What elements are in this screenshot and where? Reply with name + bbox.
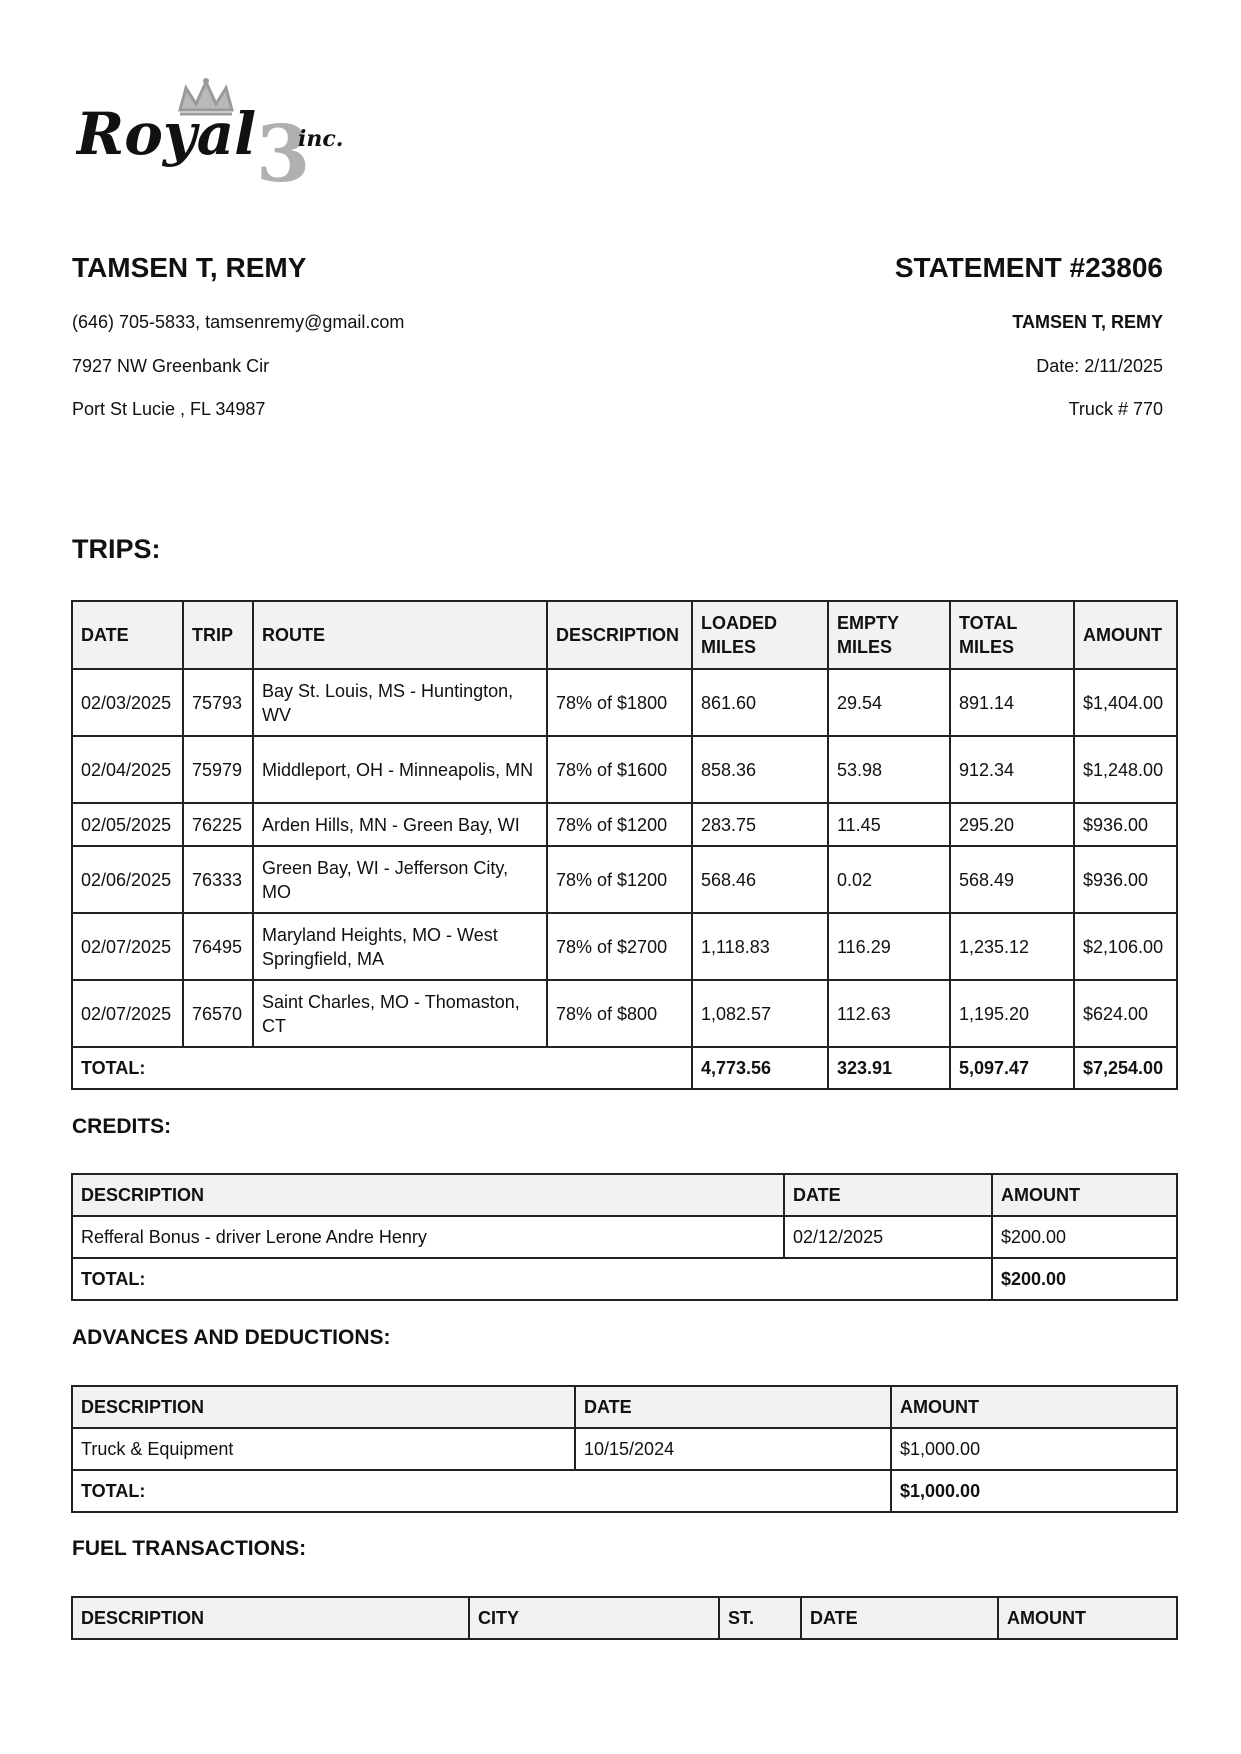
trip-date: 02/03/2025 — [72, 669, 183, 736]
credits-title: CREDITS: — [72, 1115, 172, 1138]
col-header-state: ST. — [719, 1597, 801, 1639]
trip-route: Arden Hills, MN - Green Bay, WI — [253, 803, 547, 846]
trip-loaded-miles: 858.36 — [692, 736, 828, 803]
trips-total-label: TOTAL: — [72, 1047, 692, 1089]
logo-wordmark: Royal — [76, 100, 257, 168]
advances-total-row — [72, 1470, 1177, 1512]
advances-title: ADVANCES AND DEDUCTIONS: — [72, 1326, 391, 1349]
customer-name: TAMSEN T, REMY — [72, 252, 307, 283]
trip-route: Bay St. Louis, MS - Huntington, WV — [253, 669, 547, 736]
fuel-title: FUEL TRANSACTIONS: — [72, 1537, 307, 1560]
credits-total-label: TOTAL: — [72, 1258, 992, 1300]
trip-amount: $936.00 — [1074, 803, 1177, 846]
col-header-total-miles: TOTAL MILES — [950, 601, 1074, 669]
col-header-description: DESCRIPTION — [72, 1597, 469, 1639]
advance-description: Truck & Equipment — [72, 1428, 575, 1470]
credit-description: Refferal Bonus - driver Lerone Andre Henry — [72, 1216, 784, 1258]
table-row — [72, 1216, 1177, 1258]
fuel-table — [71, 1596, 1178, 1640]
trip-total-miles: 891.14 — [950, 669, 1074, 736]
trip-total-miles: 1,195.20 — [950, 980, 1074, 1047]
trip-route: Green Bay, WI - Jefferson City, MO — [253, 846, 547, 913]
col-header-description: DESCRIPTION — [72, 1174, 784, 1216]
statement-date: Date: 2/11/2025 — [1036, 356, 1163, 376]
trip-total-miles: 912.34 — [950, 736, 1074, 803]
advances-header-row — [72, 1386, 1177, 1428]
trip-description: 78% of $1800 — [547, 669, 692, 736]
trip-number: 75979 — [183, 736, 253, 803]
trip-loaded-miles: 283.75 — [692, 803, 828, 846]
advance-amount: $1,000.00 — [891, 1428, 1177, 1470]
trip-description: 78% of $1600 — [547, 736, 692, 803]
trip-description: 78% of $800 — [547, 980, 692, 1047]
trip-empty-miles: 53.98 — [828, 736, 950, 803]
trip-route: Saint Charles, MO - Thomaston, CT — [253, 980, 547, 1047]
trips-total-miles: 5,097.47 — [950, 1047, 1074, 1089]
trip-total-miles: 295.20 — [950, 803, 1074, 846]
trip-description: 78% of $1200 — [547, 803, 692, 846]
advances-total-label: TOTAL: — [72, 1470, 891, 1512]
statement-truck: Truck # 770 — [1068, 399, 1163, 419]
col-header-route: ROUTE — [253, 601, 547, 669]
trip-route: Maryland Heights, MO - West Springfield, MA — [253, 913, 547, 980]
advances-table — [71, 1385, 1178, 1513]
credits-total-row — [72, 1258, 1177, 1300]
statement-title: STATEMENT #23806 — [894, 252, 1163, 283]
trip-loaded-miles: 861.60 — [692, 669, 828, 736]
col-header-empty-miles: EMPTY MILES — [828, 601, 950, 669]
credits-table — [71, 1173, 1178, 1301]
trip-amount: $1,404.00 — [1074, 669, 1177, 736]
trips-total-empty: 323.91 — [828, 1047, 950, 1089]
trips-total-amount: $7,254.00 — [1074, 1047, 1177, 1089]
trips-title: TRIPS: — [72, 534, 161, 564]
col-header-date: DATE — [575, 1386, 891, 1428]
customer-address-line1: 7927 NW Greenbank Cir — [72, 356, 270, 376]
trip-route: Middleport, OH - Minneapolis, MN — [253, 736, 547, 803]
table-row — [72, 803, 1177, 846]
advance-date: 10/15/2024 — [575, 1428, 891, 1470]
trips-total-row — [72, 1047, 1177, 1089]
trip-amount: $1,248.00 — [1074, 736, 1177, 803]
col-header-description: DESCRIPTION — [72, 1386, 575, 1428]
trip-loaded-miles: 1,118.83 — [692, 913, 828, 980]
trips-header-row — [72, 601, 1177, 669]
col-header-description: DESCRIPTION — [547, 601, 692, 669]
col-header-amount: AMOUNT — [992, 1174, 1177, 1216]
col-header-amount: AMOUNT — [1074, 601, 1177, 669]
trip-loaded-miles: 568.46 — [692, 846, 828, 913]
trip-date: 02/05/2025 — [72, 803, 183, 846]
trip-description: 78% of $1200 — [547, 846, 692, 913]
credit-date: 02/12/2025 — [784, 1216, 992, 1258]
trip-number: 76570 — [183, 980, 253, 1047]
trip-amount: $624.00 — [1074, 980, 1177, 1047]
customer-info — [72, 250, 632, 419]
credit-amount: $200.00 — [992, 1216, 1177, 1258]
statement-name: TAMSEN T, REMY — [1012, 312, 1163, 332]
logo-numeral: 3 — [256, 109, 311, 191]
trip-date: 02/06/2025 — [72, 846, 183, 913]
col-header-date: DATE — [72, 601, 183, 669]
col-header-amount: AMOUNT — [891, 1386, 1177, 1428]
trip-empty-miles: 29.54 — [828, 669, 950, 736]
fuel-header-row — [72, 1597, 1177, 1639]
company-logo — [76, 76, 386, 191]
customer-contact: (646) 705-5833, tamsenremy@gmail.com — [72, 312, 405, 332]
trip-total-miles: 1,235.12 — [950, 913, 1074, 980]
credits-total-amount: $200.00 — [992, 1258, 1177, 1300]
trip-empty-miles: 112.63 — [828, 980, 950, 1047]
trip-date: 02/04/2025 — [72, 736, 183, 803]
crown-logo-graphic — [76, 76, 386, 191]
col-header-city: CITY — [469, 1597, 719, 1639]
trip-loaded-miles: 1,082.57 — [692, 980, 828, 1047]
trip-date: 02/07/2025 — [72, 980, 183, 1047]
trip-number: 76495 — [183, 913, 253, 980]
logo-suffix: inc. — [298, 126, 344, 152]
table-row — [72, 980, 1177, 1047]
col-header-loaded-miles: LOADED MILES — [692, 601, 828, 669]
trips-table — [71, 600, 1178, 1090]
table-row — [72, 913, 1177, 980]
trip-empty-miles: 0.02 — [828, 846, 950, 913]
col-header-date: DATE — [801, 1597, 998, 1639]
trip-amount: $2,106.00 — [1074, 913, 1177, 980]
col-header-trip: TRIP — [183, 601, 253, 669]
statement-info — [603, 250, 1163, 419]
table-row — [72, 846, 1177, 913]
trip-number: 76333 — [183, 846, 253, 913]
trip-empty-miles: 116.29 — [828, 913, 950, 980]
trip-description: 78% of $2700 — [547, 913, 692, 980]
col-header-amount: AMOUNT — [998, 1597, 1177, 1639]
trip-amount: $936.00 — [1074, 846, 1177, 913]
customer-address-line2: Port St Lucie , FL 34987 — [72, 399, 266, 419]
advances-total-amount: $1,000.00 — [891, 1470, 1177, 1512]
credits-header-row — [72, 1174, 1177, 1216]
table-row — [72, 1428, 1177, 1470]
trip-number: 76225 — [183, 803, 253, 846]
col-header-date: DATE — [784, 1174, 992, 1216]
trip-total-miles: 568.49 — [950, 846, 1074, 913]
trip-date: 02/07/2025 — [72, 913, 183, 980]
table-row — [72, 736, 1177, 803]
trips-total-loaded: 4,773.56 — [692, 1047, 828, 1089]
trip-empty-miles: 11.45 — [828, 803, 950, 846]
table-row — [72, 669, 1177, 736]
trip-number: 75793 — [183, 669, 253, 736]
